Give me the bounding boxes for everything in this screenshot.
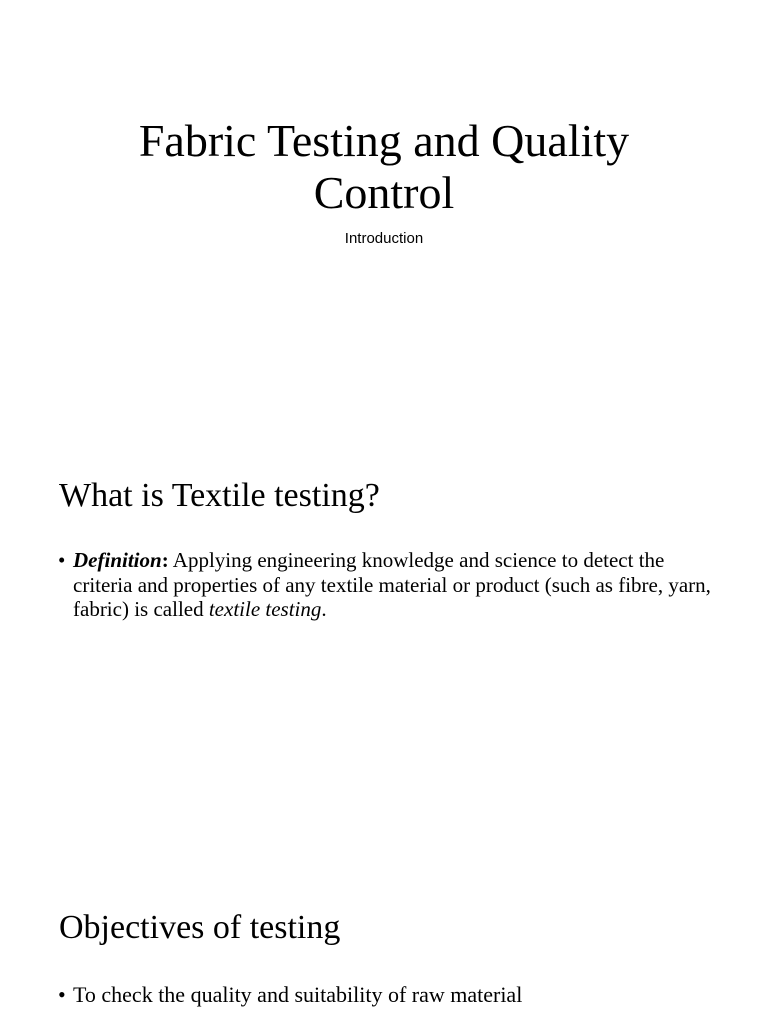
definition-colon: : bbox=[161, 548, 169, 572]
slide-heading: What is Textile testing? bbox=[59, 477, 380, 514]
bullet-list bbox=[58, 982, 718, 1012]
definition-term: Definition bbox=[73, 548, 162, 572]
bullet-list bbox=[58, 548, 718, 630]
bullet-icon: • bbox=[58, 548, 66, 572]
title-line-2: Control bbox=[313, 167, 455, 218]
list-item bbox=[58, 548, 718, 622]
presentation-subtitle: Introduction bbox=[344, 230, 424, 247]
list-item bbox=[58, 982, 718, 1008]
objectives-slide bbox=[0, 864, 768, 1024]
title-slide bbox=[0, 0, 768, 432]
slide-heading: Objectives of testing bbox=[59, 909, 341, 946]
presentation-title bbox=[60, 115, 708, 219]
title-line-1: Fabric Testing and Quality bbox=[138, 115, 630, 166]
definition-slide bbox=[0, 432, 768, 864]
definition-end: . bbox=[321, 597, 327, 621]
definition-body: Applying engineering knowledge and science to detect the criteria and properties of any textile material or product (such as fibre, yarn, fabric) is called bbox=[73, 548, 711, 621]
bullet-icon: • bbox=[58, 982, 66, 1007]
list-item-text: To check the quality and suitability of raw material bbox=[73, 982, 523, 1007]
definition-emphasis: textile testing bbox=[208, 597, 322, 621]
